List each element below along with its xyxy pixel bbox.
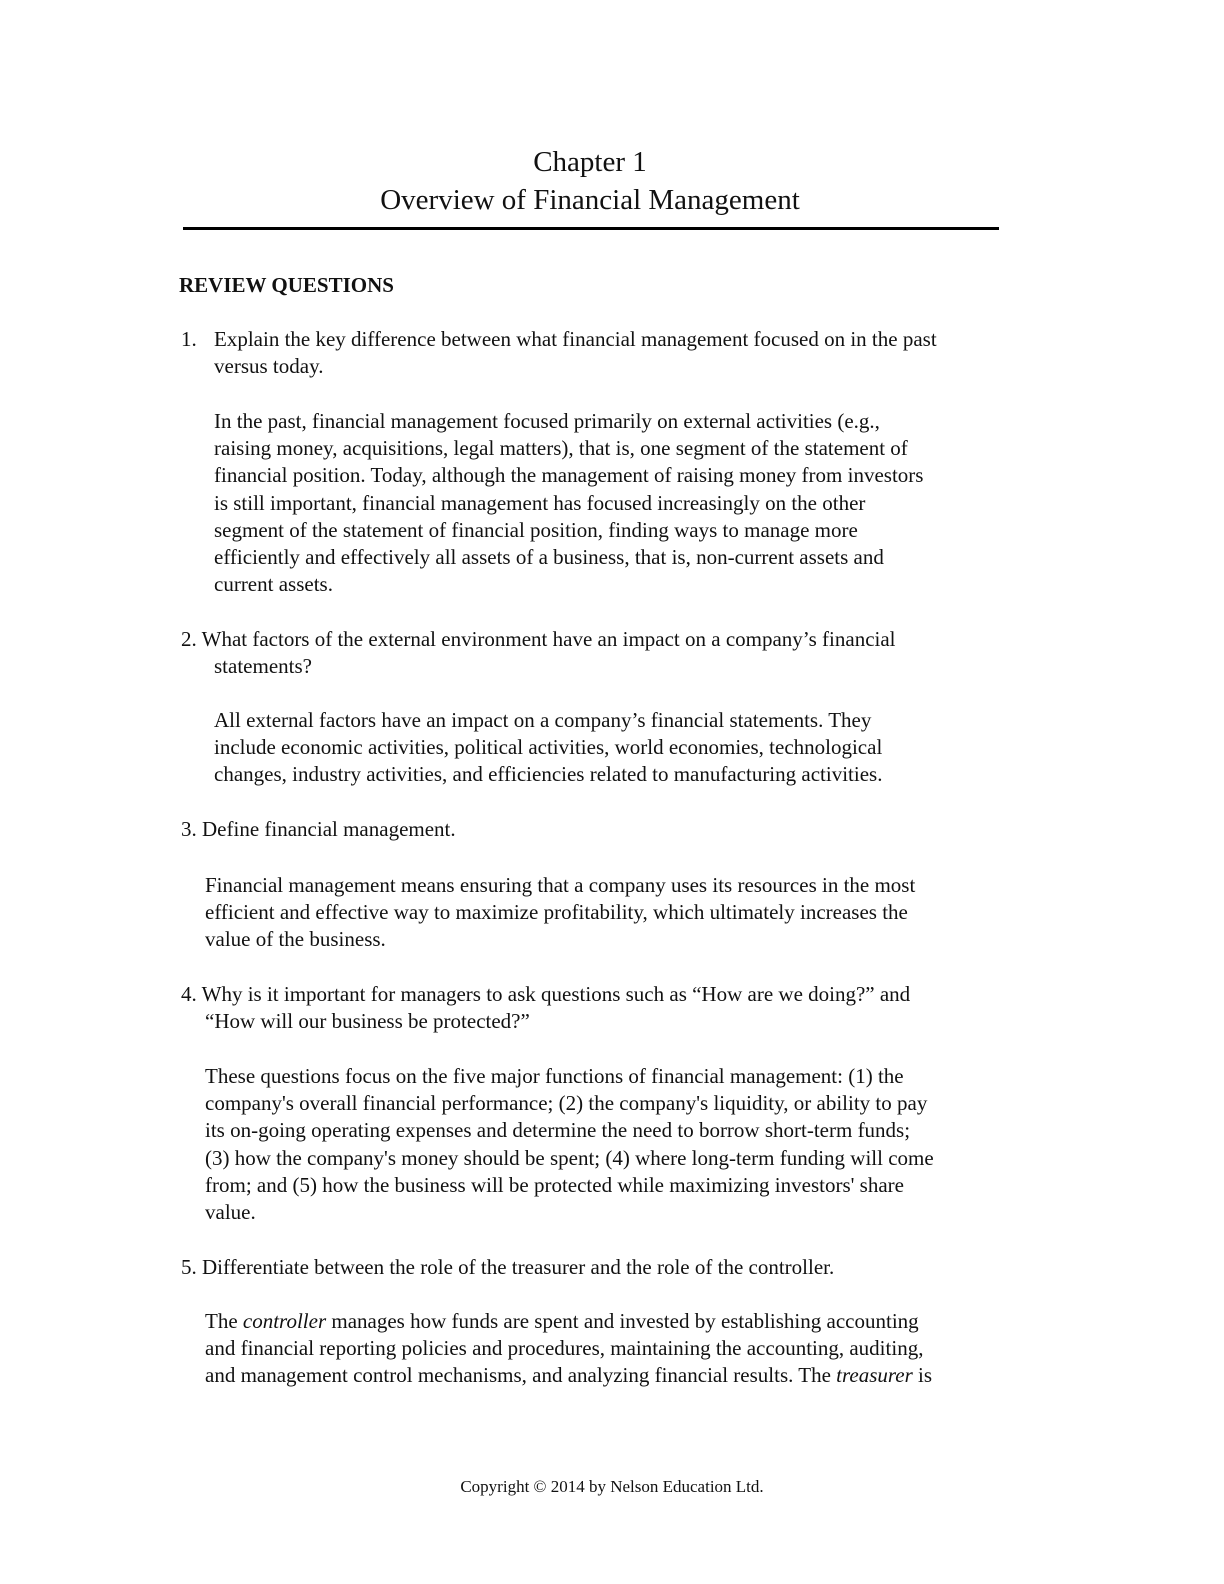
- answer-1-line: financial position. Today, although the management of raising money from investors: [214, 463, 924, 488]
- section-title: REVIEW QUESTIONS: [179, 273, 394, 297]
- question-2-line: 2. What factors of the external environment have an impact on a company’s financial: [181, 627, 896, 651]
- chapter-number: Chapter 1: [533, 146, 647, 178]
- answer-5: [205, 1308, 932, 1390]
- answer-3: [205, 872, 915, 954]
- question-5-line: 5. Differentiate between the role of the treasurer and the role of the controller.: [181, 1255, 835, 1279]
- answer-1-line: efficiently and effectively all assets of a business, that is, non-current assets and: [214, 545, 884, 570]
- question-1-number: 1.: [181, 327, 197, 351]
- answer-5-line: and financial reporting policies and procedures, maintaining the accounting, auditing,: [205, 1336, 924, 1361]
- question-3: [181, 816, 456, 843]
- answer-1-line: is still important, financial management has focused increasingly on the other: [214, 490, 866, 515]
- answer-4-line: company's overall financial performance; (2) the company's liquidity, or ability to pay: [205, 1091, 928, 1116]
- chapter-title: Overview of Financial Management: [380, 184, 800, 216]
- answer-3-line: efficient and effective way to maximize profitability, which ultimately increases the: [205, 900, 908, 925]
- answer-5-text: The: [205, 1309, 243, 1333]
- question-1-line: Explain the key difference between what financial management focused on in the past: [214, 327, 937, 351]
- question-1-line: versus today.: [214, 354, 324, 379]
- copyright-footer: Copyright © 2014 by Nelson Education Ltd.: [460, 1477, 764, 1496]
- question-4-line: “How will our business be protected?”: [205, 1009, 530, 1034]
- question-2: [181, 626, 896, 680]
- question-2-line: statements?: [214, 654, 312, 679]
- answer-4-line: (3) how the company's money should be spent; (4) where long-term funding will come: [205, 1145, 934, 1170]
- answer-4-line: These questions focus on the five major functions of financial management: (1) the: [205, 1064, 904, 1088]
- answer-4-line: value.: [205, 1200, 256, 1225]
- question-1: [214, 326, 937, 380]
- answer-1-line: current assets.: [214, 572, 333, 597]
- answer-2: [214, 707, 882, 789]
- answer-5-line: [205, 1308, 932, 1335]
- answer-1-line: segment of the statement of financial position, finding ways to manage more: [214, 517, 858, 542]
- answer-5-italic-term: controller: [242, 1309, 327, 1333]
- question-4: [181, 981, 910, 1035]
- answer-2-line: All external factors have an impact on a company’s financial statements. They: [214, 708, 872, 732]
- answer-5-italic-term: treasurer: [836, 1363, 913, 1388]
- answer-2-line: include economic activities, political activities, world economies, technological: [214, 735, 883, 760]
- title-rule: [183, 227, 999, 230]
- answer-5-text: and management control mechanisms, and analyzing financial results. The: [205, 1363, 837, 1388]
- answer-4-line: its on-going operating expenses and determine the need to borrow short-term funds;: [205, 1118, 911, 1143]
- answer-1: [214, 408, 923, 598]
- answer-2-line: changes, industry activities, and efficiencies related to manufacturing activities.: [214, 762, 883, 787]
- answer-4-line: from; and (5) how the business will be protected while maximizing investors' share: [205, 1172, 904, 1197]
- answer-5-line: [205, 1362, 932, 1389]
- question-5: [181, 1254, 834, 1281]
- answer-3-line: value of the business.: [205, 927, 386, 952]
- answer-5-text: is: [912, 1363, 933, 1388]
- question-4-line: 4. Why is it important for managers to ask questions such as “How are we doing?” and: [181, 982, 911, 1006]
- answer-5-text: manages how funds are spent and invested by establishing accounting: [326, 1309, 919, 1333]
- answer-1-line: In the past, financial management focused primarily on external activities (e.g.,: [214, 409, 880, 433]
- answer-4: [205, 1063, 934, 1226]
- question-3-line: 3. Define financial management.: [181, 817, 456, 841]
- answer-3-line: Financial management means ensuring that a company uses its resources in the most: [205, 873, 916, 897]
- answer-1-line: raising money, acquisitions, legal matters), that is, one segment of the statement of: [214, 436, 908, 461]
